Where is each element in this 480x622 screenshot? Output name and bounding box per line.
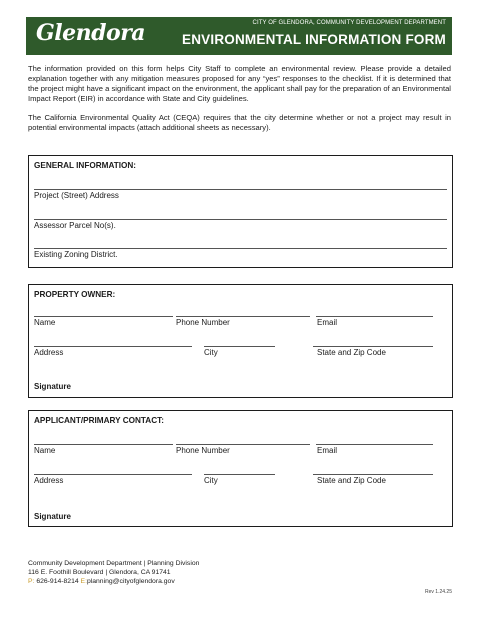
- owner-city-field[interactable]: [204, 346, 275, 347]
- applicant-phone-label: Phone Number: [176, 446, 230, 455]
- applicant-signature-label: Signature: [34, 512, 71, 521]
- applicant-state-zip-field[interactable]: [313, 474, 433, 475]
- project-address-field[interactable]: [34, 189, 447, 190]
- applicant-email-field[interactable]: [316, 444, 433, 445]
- applicant-address-label: Address: [34, 476, 64, 485]
- intro-paragraph-2: The California Environmental Quality Act (CEQA) requires that the city determine whether or not a project may result in potential environmental impacts (attach additional sheets as necessary).: [28, 113, 451, 132]
- applicant-state-zip-label: State and Zip Code: [317, 476, 386, 485]
- general-information-section: [28, 155, 453, 268]
- email-prefix: E:: [80, 578, 87, 586]
- owner-name-field[interactable]: [34, 316, 173, 317]
- owner-name-label: Name: [34, 318, 56, 327]
- footer-contact-line: [28, 577, 199, 586]
- phone-prefix: P:: [28, 578, 35, 586]
- intro-paragraph-1: The information provided on this form helps City Staff to complete an environmental review. Please provide a detailed explanation together with any mitigation measures proposed for any “yes” responses to the checklist. If it is determined that the project might have a significant impact on the environment, the applicant shall pay for the preparation of an Environmental Impact Report (EIR) in accordance with State and City guidelines.: [28, 64, 451, 103]
- zoning-district-field[interactable]: [34, 248, 447, 249]
- property-owner-section: [28, 284, 453, 398]
- applicant-email-label: Email: [317, 446, 338, 455]
- glendora-logo: Glendora: [36, 20, 146, 46]
- form-title: ENVIRONMENTAL INFORMATION FORM: [182, 32, 446, 47]
- footer-address: 116 E. Foothill Boulevard | Glendora, CA 91741: [28, 569, 171, 577]
- parcel-number-field[interactable]: [34, 219, 447, 220]
- owner-phone-field[interactable]: [176, 316, 310, 317]
- department-name: CITY OF GLENDORA, COMMUNITY DEVELOPMENT DEPARTMENT: [252, 20, 446, 26]
- applicant-phone-field[interactable]: [176, 444, 310, 445]
- footer-email[interactable]: planning@cityofglendora.gov: [86, 578, 175, 586]
- applicant-address-field[interactable]: [34, 474, 192, 475]
- general-section-title: GENERAL INFORMATION:: [34, 161, 137, 170]
- owner-email-label: Email: [317, 318, 338, 327]
- footer-phone: 626-914-8214: [36, 578, 79, 586]
- zoning-district-label: Existing Zoning District.: [34, 250, 118, 259]
- owner-email-field[interactable]: [316, 316, 433, 317]
- applicant-contact-section: [28, 410, 453, 527]
- owner-state-zip-label: State and Zip Code: [317, 348, 386, 357]
- form-header: [26, 17, 452, 55]
- applicant-city-field[interactable]: [204, 474, 275, 475]
- owner-address-label: Address: [34, 348, 64, 357]
- owner-signature-label: Signature: [34, 382, 71, 391]
- revision-label: Rev 1.24.25: [425, 589, 452, 595]
- project-address-label: Project (Street) Address: [34, 191, 119, 200]
- applicant-name-label: Name: [34, 446, 56, 455]
- footer-department: Community Development Department | Planning Division: [28, 560, 200, 567]
- owner-section-title: PROPERTY OWNER:: [34, 290, 116, 299]
- applicant-name-field[interactable]: [34, 444, 173, 445]
- owner-address-field[interactable]: [34, 346, 192, 347]
- owner-city-label: City: [204, 348, 218, 357]
- parcel-number-label: Assessor Parcel No(s).: [34, 221, 116, 230]
- applicant-section-title: APPLICANT/PRIMARY CONTACT:: [34, 416, 164, 425]
- applicant-city-label: City: [204, 476, 218, 485]
- footer-contact: [28, 559, 199, 587]
- owner-phone-label: Phone Number: [176, 318, 230, 327]
- owner-state-zip-field[interactable]: [313, 346, 433, 347]
